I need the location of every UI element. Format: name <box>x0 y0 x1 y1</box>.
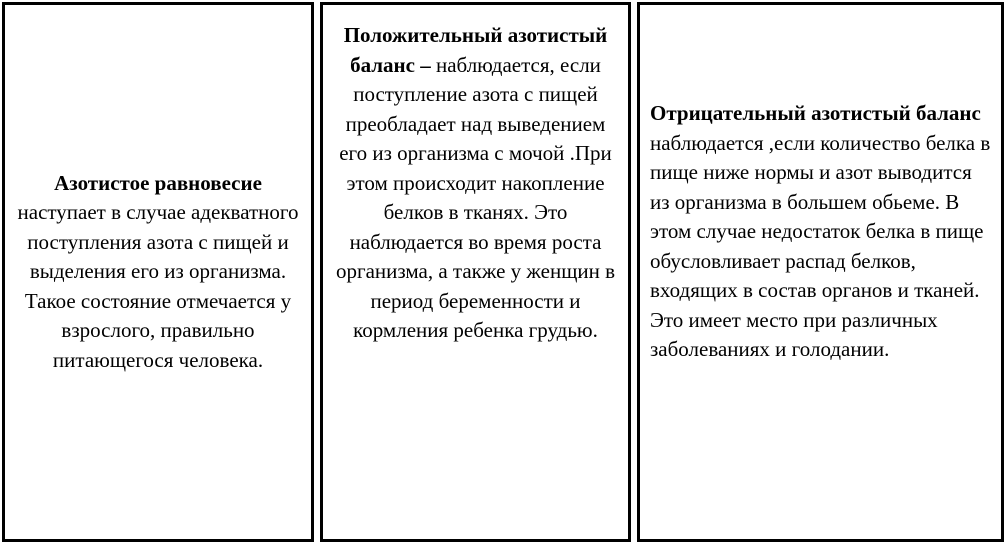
panel-text <box>331 21 620 346</box>
panel-body: наблюдается ,если количество белка в пище ниже нормы и азот выводится из организма в большем обьеме. В этом случае недостаток белка в пище обусловливает распад белков, входящих в состав органов и тканей. Это имеет место при различных заболеваниях и голодании. <box>650 130 991 361</box>
panel-heading: Азотистое равновесие <box>54 170 262 195</box>
panel-nitrogen-equilibrium <box>2 2 314 542</box>
panel-text <box>650 99 991 365</box>
panel-body: наблюдается, если поступление азота с пищей преобладает над выведением его из организма с мочой .При этом происходит накопление белков в тканях. Это наблюдается во время роста организма, а также у женщин в период беременности и кормления ребенка грудью. <box>335 52 616 342</box>
panel-positive-balance <box>320 2 631 542</box>
panel-heading: Положительный азотистый баланс – <box>343 23 608 77</box>
panel-text <box>13 169 303 376</box>
panel-negative-balance <box>637 2 1004 542</box>
panel-body: наступает в случае адекватного поступления азота с пищей и выделения его из организма. Такое состояние отмечается у взрослого, правильно питающегося человека. <box>17 200 299 372</box>
panel-heading: Отрицательный азотистый баланс <box>650 101 981 125</box>
